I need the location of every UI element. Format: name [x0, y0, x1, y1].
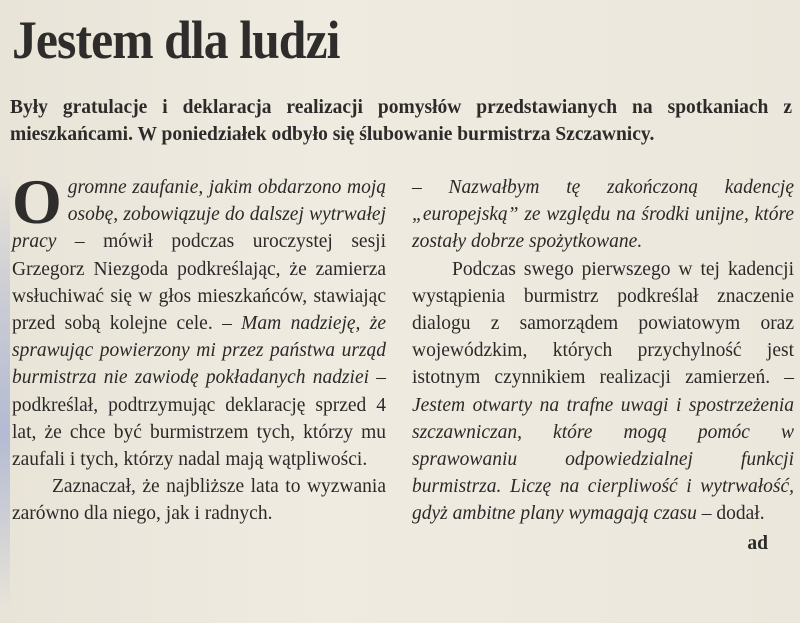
- quote-text: gromne zaufanie, jakim obdarzono moją osobę, zobowiązuje do dalszej wytrwałej pracy: [12, 177, 386, 253]
- quote-text: – Nazwałbym tę zakończoną kadencję „europejską” ze względu na środki unijne, które zostały dobrze spożytkowane.: [412, 177, 794, 253]
- paragraph: Zaznaczał, że najbliższe lata to wyzwania zarówno dla niego, jak i radnych.: [12, 476, 386, 525]
- article-headline: Jestem dla ludzi: [12, 10, 340, 70]
- body-text: – mówił podczas uroczystej sesji Grzegorz Niezgoda podkreślając, że zamierza wsłuchiwać się w głos mieszkańców, stawiając przed sobą kolejne cele.: [12, 231, 386, 335]
- article-lead: Były gratulacje i deklaracja realizacji pomysłów przedstawianych na spotkaniach z mieszkańcami. W poniedziałek odbyło się ślubowanie burmistrza Szczawnicy.: [10, 97, 792, 145]
- column-right: [412, 174, 794, 557]
- body-text: – podkreślał, podtrzymując deklarację sprzed 4 lat, że chce być burmistrzem tych, którzy mu zaufali i tych, którzy nadal mają wątpliwości.: [12, 367, 386, 471]
- drop-cap: O: [12, 166, 62, 237]
- paragraph: [12, 166, 387, 473]
- ink-stain: [0, 170, 10, 610]
- body-text: Podczas swego pierwszego w tej kadencji wystąpienia burmistrz podkreślał znaczenie dialogu z samorządem powiatowym oraz wojewódzkim, których przychylność jest istotnym czynnikiem realizacji zamierzeń.: [412, 258, 794, 389]
- author-signature: ad: [747, 532, 768, 554]
- column-left: [12, 166, 387, 528]
- paragraph: [412, 256, 794, 528]
- body-text: – dodał.: [696, 503, 765, 525]
- paragraph: [412, 174, 794, 256]
- quote-text: – Jestem otwarty na trafne uwagi i spostrzeżenia szczawniczan, które mogą pomóc w sprawowaniu odpowiedzialnej funkcji burmistrza. Liczę na cierpliwość i wytrwałość, gdyż ambitne plany wymagają czasu: [412, 367, 794, 525]
- quote-text: – Mam nadzieję, że sprawując powierzony mi przez państwa urząd burmistrza nie zawiodę pokładanych nadziei: [12, 313, 387, 389]
